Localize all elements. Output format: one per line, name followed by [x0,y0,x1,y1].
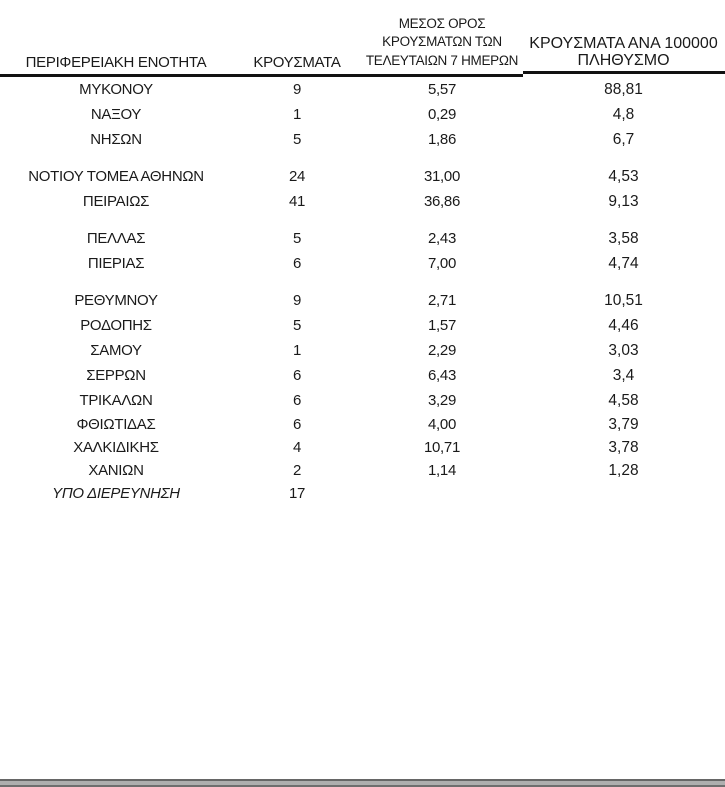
region-cell: ΠΕΙΡΑΙΩΣ [82,193,150,210]
header-avg7-line3: ΤΕΛΕΥΤΑΙΩΝ 7 ΗΜΕΡΩΝ [365,52,519,68]
avg7-cell: 1,86 [428,131,456,148]
per100k-cell: 3,78 [608,438,639,456]
cases-cell: 1 [292,106,302,123]
header-rule-right [523,71,725,74]
header-cases: ΚΡΟΥΣΜΑΤΑ [253,54,341,71]
table-row [0,127,725,152]
table-row [0,363,725,388]
table-row [0,102,725,127]
region-cell: ΡΕΘΥΜΝΟΥ [74,292,158,309]
avg7-cell: 2,29 [428,342,456,359]
avg7-cell: 10,71 [423,439,461,456]
avg7-cell: 2,71 [428,292,456,309]
table-row [0,251,725,276]
avg7-cell: 3,29 [428,392,456,409]
per100k-cell: 6,7 [612,130,635,148]
cases-cell: 9 [292,81,302,98]
table-row [0,388,725,413]
cases-cell: 5 [292,230,302,247]
avg7-cell: 6,43 [428,367,456,384]
region-cell: ΥΠΟ ΔΙΕΡΕΥΝΗΣΗ [52,485,180,502]
table-row [0,226,725,251]
table-row [0,189,725,214]
avg7-cell: 31,00 [423,168,461,185]
region-cell: ΝΟΤΙΟΥ ΤΟΜΕΑ ΑΘΗΝΩΝ [28,168,204,185]
per100k-cell: 1,28 [608,461,639,479]
window-bottom-edge [0,779,725,787]
per100k-cell: 3,79 [608,415,639,433]
avg7-cell: 2,43 [428,230,456,247]
region-cell: ΝΗΣΩΝ [90,131,142,148]
region-cell: ΝΑΞΟΥ [90,106,142,123]
per100k-cell: 3,03 [608,341,639,359]
per100k-cell: 4,58 [608,391,639,409]
table-row-under-investigation [0,482,725,505]
cases-cell: 2 [292,462,302,479]
region-cell: ΠΕΛΛΑΣ [86,230,146,247]
header-avg7-line1: ΜΕΣΟΣ ΟΡΟΣ [398,15,486,31]
cases-cell: 6 [292,367,302,384]
cases-cell: 5 [292,317,302,334]
region-cell: ΤΡΙΚΑΛΩΝ [79,392,153,409]
avg7-cell: 7,00 [428,255,456,272]
avg7-cell: 4,00 [428,416,456,433]
header-rule-left [0,74,523,77]
region-cell: ΠΙΕΡΙΑΣ [87,255,145,272]
table-row [0,288,725,313]
per100k-cell: 9,13 [608,192,639,210]
cases-cell: 24 [288,168,306,185]
table-row [0,313,725,338]
avg7-cell: 0,29 [428,106,456,123]
table-row [0,77,725,102]
header-per100k-line1: ΚΡΟΥΣΜΑΤΑ ΑΝΑ 100000 [529,35,718,52]
region-cell: ΧΑΝΙΩΝ [88,462,144,479]
cases-cell: 41 [288,193,306,210]
per100k-cell: 3,4 [612,366,635,384]
header-avg7 [362,15,522,78]
region-cell: ΧΑΛΚΙΔΙΚΗΣ [73,439,159,456]
per100k-cell: 4,74 [608,254,639,272]
avg7-cell: 5,57 [428,81,456,98]
cases-cell: 6 [292,255,302,272]
per100k-cell: 4,8 [612,105,635,123]
per100k-cell: 4,46 [608,316,639,334]
cases-cell: 1 [292,342,302,359]
region-cell: ΦΘΙΩΤΙΔΑΣ [76,416,156,433]
per100k-cell: 10,51 [604,291,643,309]
cases-cell: 9 [292,292,302,309]
cases-cell: 4 [292,439,302,456]
region-cell: ΡΟΔΟΠΗΣ [80,317,152,334]
region-cell: ΣΕΡΡΩΝ [86,367,146,384]
table-row [0,436,725,459]
spacer-row [0,214,725,226]
table-row [0,164,725,189]
table-row [0,338,725,363]
per100k-cell: 4,53 [608,167,639,185]
avg7-cell: 36,86 [423,193,461,210]
header-region: ΠΕΡΙΦΕΡΕΙΑΚΗ ΕΝΟΤΗΤΑ [25,54,207,71]
spacer-row [0,276,725,288]
header-avg7-line2: ΚΡΟΥΣΜΑΤΩΝ ΤΩΝ [382,34,502,49]
spacer-row [0,152,725,164]
cases-cell: 6 [292,416,302,433]
cases-cell: 17 [288,485,306,502]
cases-cell: 5 [292,131,302,148]
avg7-cell: 1,57 [428,317,456,334]
table-header-row [0,0,725,77]
header-per100k-line2: ΠΛΗΘΥΣΜΟ [577,52,670,69]
region-cell: ΜΥΚΟΝΟΥ [79,81,153,98]
region-cell: ΣΑΜΟΥ [90,342,142,359]
cases-cell: 6 [292,392,302,409]
per100k-cell: 88,81 [604,80,643,98]
table-row [0,459,725,482]
table-row [0,413,725,436]
per100k-cell: 3,58 [608,229,639,247]
avg7-cell: 1,14 [428,462,456,479]
